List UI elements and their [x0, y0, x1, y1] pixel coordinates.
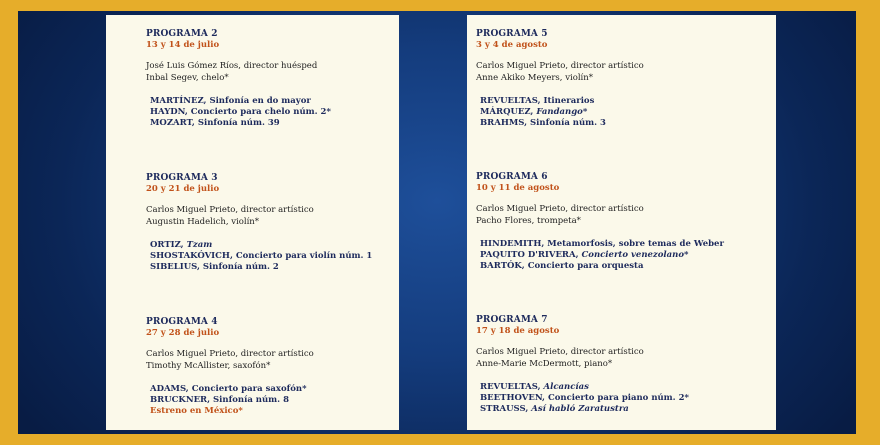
background-frame	[18, 11, 856, 434]
repertoire-item	[480, 96, 776, 107]
program-date: 17 y 18 de agosto	[476, 326, 560, 336]
performer: José Luis Gómez Ríos, director huésped	[146, 61, 318, 71]
repertoire-list	[146, 384, 399, 417]
performers-list	[476, 204, 776, 227]
repertoire-italic: Así habló Zaratustra	[531, 404, 629, 414]
repertoire-item	[150, 395, 399, 406]
program-title: PROGRAMA 3	[146, 173, 218, 183]
performer: Pacho Flores, trompeta*	[476, 215, 581, 226]
program-block	[476, 28, 776, 171]
repertoire-text: SHOSTAKÓVICH, Concierto para violín núm. 1	[150, 251, 373, 261]
repertoire-item	[480, 118, 776, 129]
repertoire-text: ADAMS, Concierto para saxofón*	[150, 384, 307, 394]
repertoire-text: BRAHMS, Sinfonía núm. 3	[480, 118, 606, 128]
repertoire-list	[476, 239, 776, 272]
program-title: PROGRAMA 5	[476, 29, 548, 39]
program-block	[146, 172, 399, 316]
performer: Carlos Miguel Prieto, director artístico	[146, 205, 314, 215]
repertoire-item	[150, 240, 399, 251]
performers-list	[476, 347, 776, 370]
repertoire-text: PAQUITO D'RIVERA,	[480, 250, 582, 260]
repertoire-text: HINDEMITH, Metamorfosis, sobre temas de Weber	[480, 239, 724, 249]
program-block	[146, 316, 399, 430]
repertoire-item	[150, 262, 399, 273]
repertoire-text: BARTÓK, Concierto para orquesta	[480, 261, 644, 271]
repertoire-item	[150, 384, 399, 395]
repertoire-italic: Fandango*	[536, 107, 588, 117]
repertoire-item	[150, 251, 399, 262]
repertoire-text: ORTIZ,	[150, 240, 187, 250]
repertoire-list	[146, 96, 399, 129]
repertoire-item	[480, 382, 776, 393]
repertoire-text: MOZART, Sinfonía núm. 39	[150, 118, 280, 128]
performer: Carlos Miguel Prieto, director artístico	[146, 349, 314, 359]
repertoire-text: Estreno en México*	[150, 406, 243, 416]
repertoire-list	[476, 382, 776, 415]
performer: Carlos Miguel Prieto, director artístico	[476, 347, 644, 357]
performer: Augustin Hadelich, violín*	[146, 216, 260, 227]
program-panel-left	[106, 15, 399, 430]
performers-list	[146, 61, 399, 84]
program-title: PROGRAMA 7	[476, 315, 548, 325]
repertoire-text: BEETHOVEN, Concierto para piano núm. 2*	[480, 393, 689, 403]
repertoire-text: BRUCKNER, Sinfonía núm. 8	[150, 395, 289, 405]
repertoire-italic: Alcancías	[543, 382, 589, 392]
repertoire-item	[480, 393, 776, 404]
repertoire-list	[476, 96, 776, 129]
repertoire-item	[480, 239, 776, 250]
program-date: 27 y 28 de julio	[146, 328, 220, 338]
performer: Inbal Segev, chelo*	[146, 72, 229, 83]
program-title: PROGRAMA 4	[146, 317, 218, 327]
repertoire-item	[150, 118, 399, 129]
program-date: 13 y 14 de julio	[146, 40, 220, 50]
program-date: 20 y 21 de julio	[146, 184, 220, 194]
performer: Timothy McAllister, saxofón*	[146, 360, 271, 371]
performer: Anne-Marie McDermott, piano*	[476, 358, 613, 369]
repertoire-text: MÁRQUEZ,	[480, 107, 537, 117]
repertoire-item	[480, 250, 776, 261]
performers-list	[146, 349, 399, 372]
repertoire-text: STRAUSS,	[480, 404, 532, 414]
program-date: 10 y 11 de agosto	[476, 183, 560, 193]
performers-list	[476, 61, 776, 84]
program-panel-right	[467, 15, 776, 430]
program-title: PROGRAMA 6	[476, 172, 548, 182]
repertoire-item	[150, 96, 399, 107]
performer: Carlos Miguel Prieto, director artístico	[476, 61, 644, 71]
performer: Carlos Miguel Prieto, director artístico	[476, 204, 644, 214]
program-title: PROGRAMA 2	[146, 29, 218, 39]
performers-list	[146, 205, 399, 228]
program-block	[476, 314, 776, 430]
repertoire-item	[150, 107, 399, 118]
repertoire-text: HAYDN, Concierto para chelo núm. 2*	[150, 107, 331, 117]
repertoire-italic: Tzam	[186, 240, 213, 250]
repertoire-text: SIBELIUS, Sinfonía núm. 2	[150, 262, 279, 272]
repertoire-text: REVUELTAS,	[480, 382, 544, 392]
repertoire-italic: Concierto venezolano*	[581, 250, 689, 260]
program-block	[146, 28, 399, 172]
premiere-note	[150, 406, 399, 417]
repertoire-item	[480, 404, 776, 415]
repertoire-item	[480, 107, 776, 118]
program-block	[476, 171, 776, 314]
repertoire-list	[146, 240, 399, 273]
performer: Anne Akiko Meyers, violín*	[476, 72, 593, 83]
repertoire-item	[480, 261, 776, 272]
repertoire-text: REVUELTAS, Itinerarios	[480, 96, 595, 106]
repertoire-text: MARTÍNEZ, Sinfonía en do mayor	[150, 96, 311, 106]
program-date: 3 y 4 de agosto	[476, 40, 548, 50]
